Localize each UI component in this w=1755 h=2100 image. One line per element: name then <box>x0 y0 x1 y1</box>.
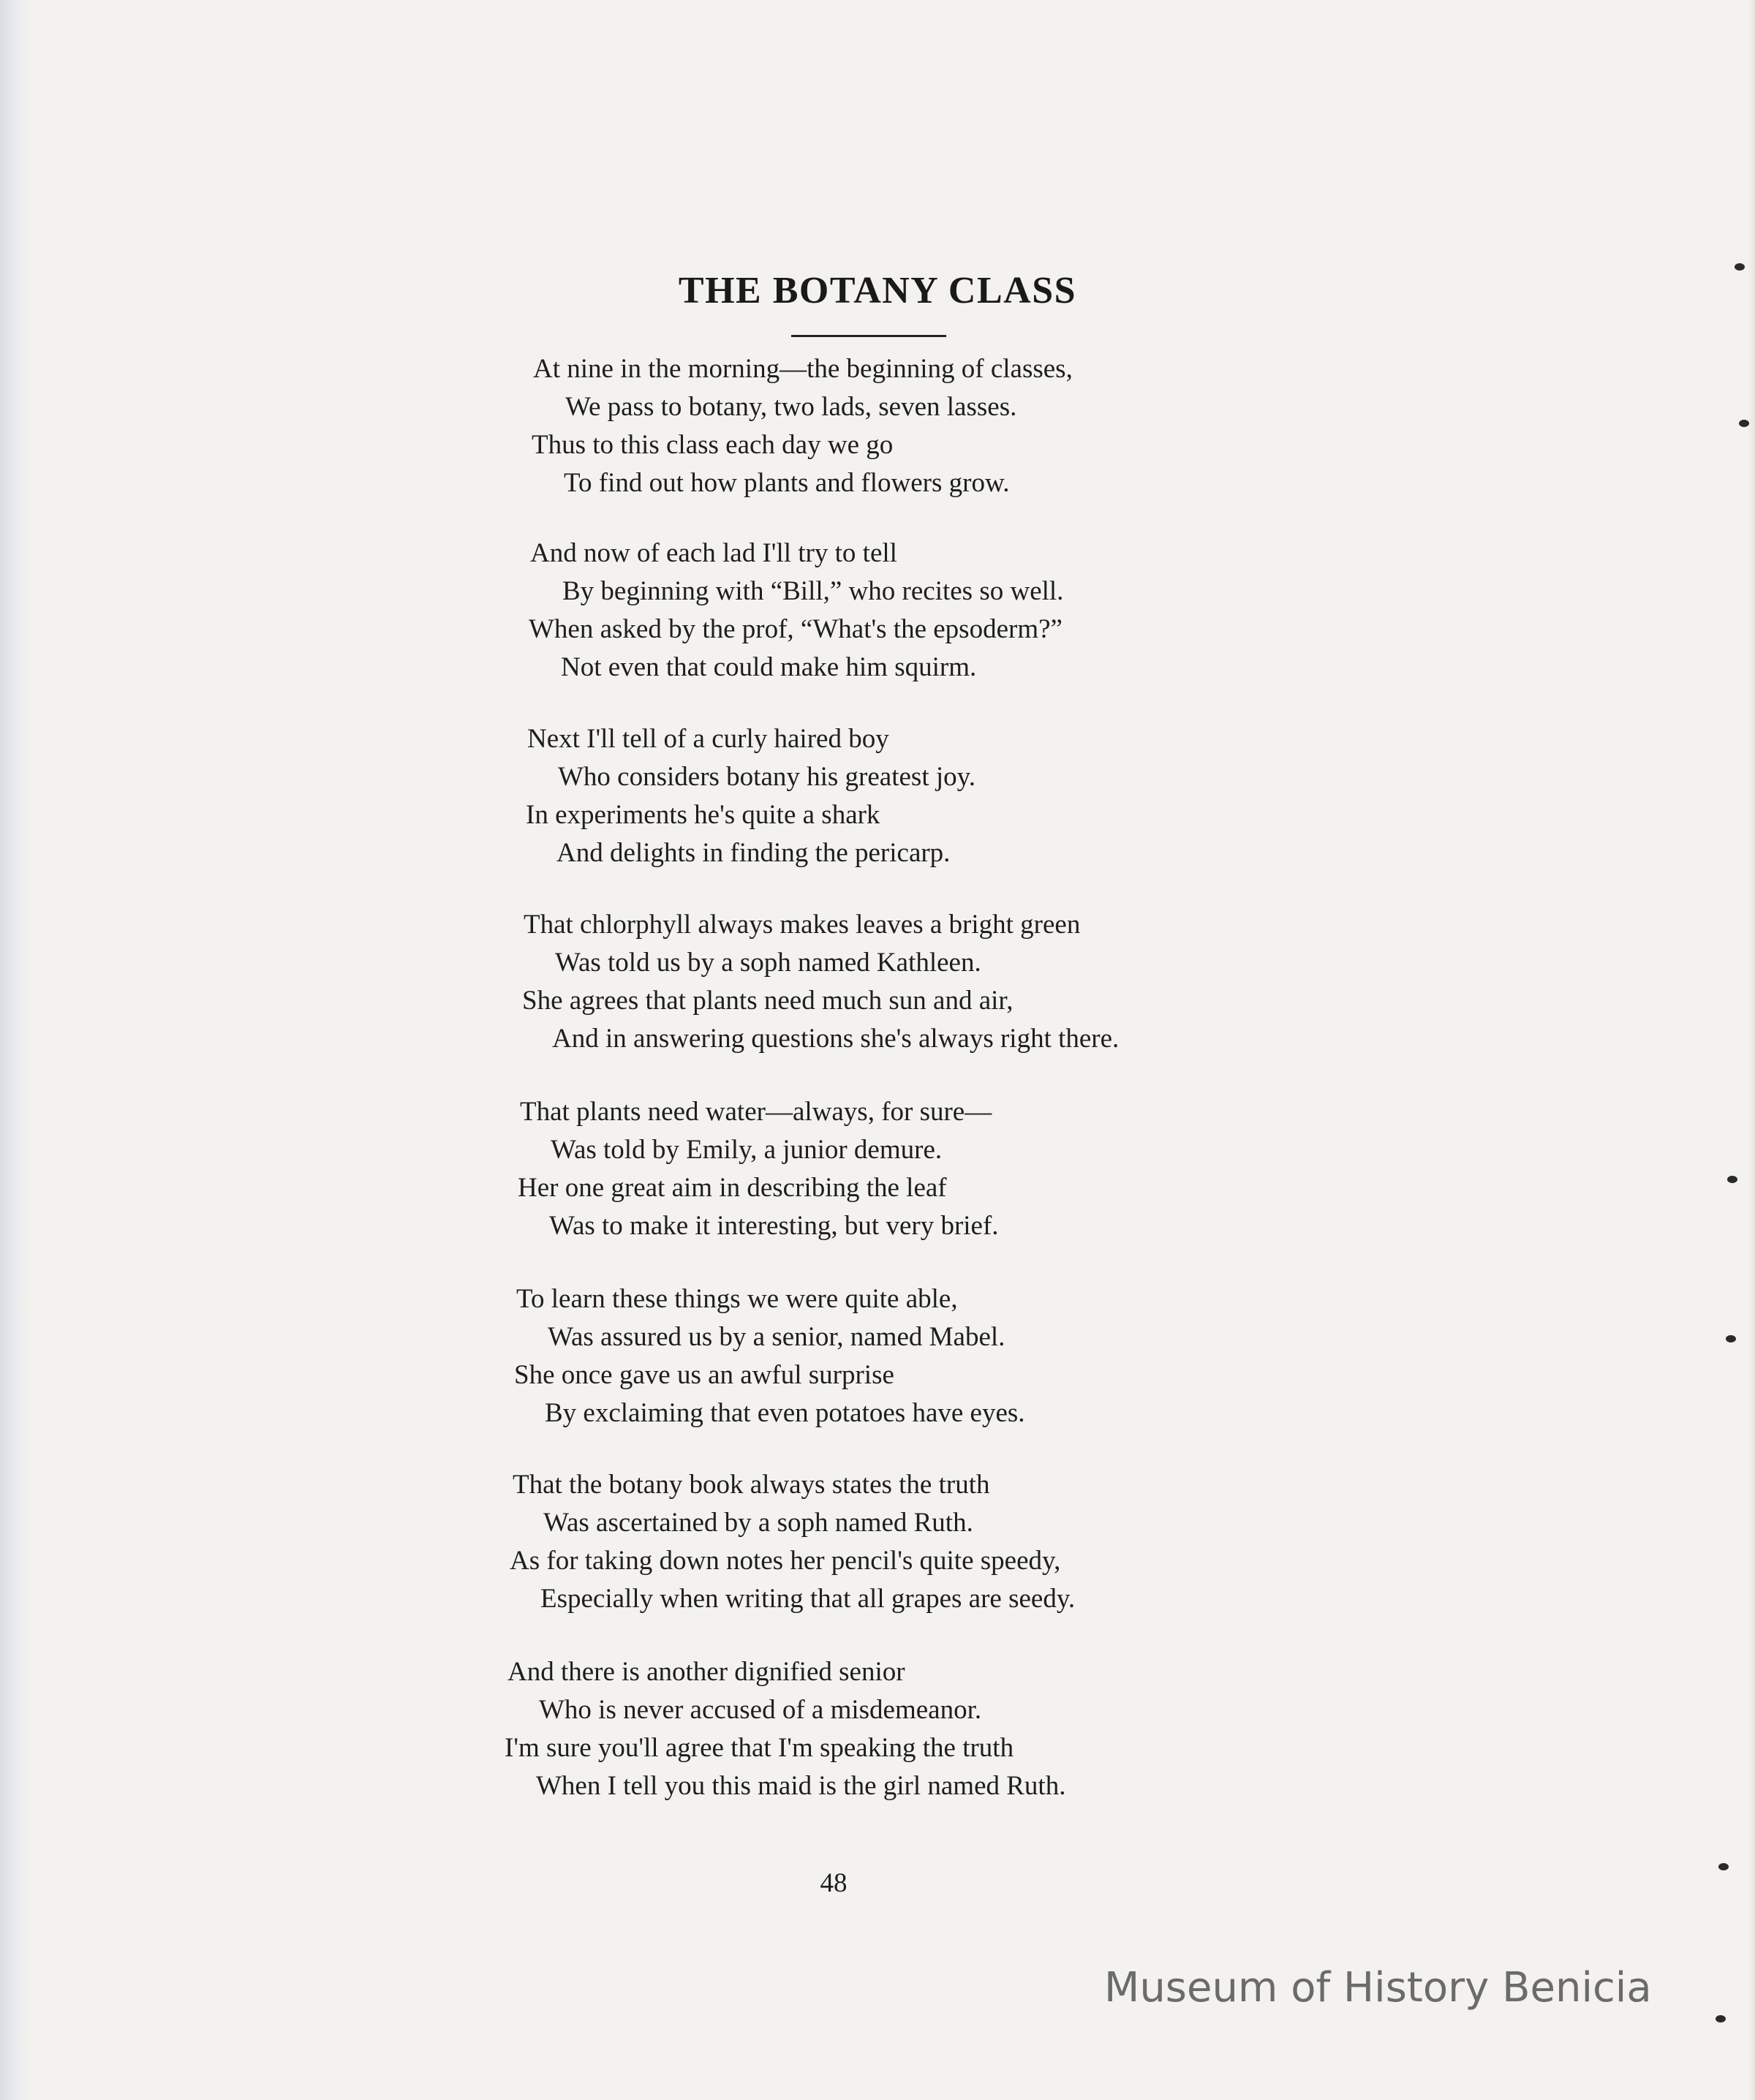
poem-line: Her one great aim in describing the leaf <box>518 1173 947 1203</box>
poem-line: That the botany book always states the truth <box>513 1470 990 1500</box>
poem-line: In experiments he's quite a shark <box>526 800 880 830</box>
poem-line: At nine in the morning—the beginning of classes, <box>533 354 1073 384</box>
poem-line: We pass to botany, two lads, seven lasses. <box>565 392 1017 422</box>
poem-line: When asked by the prof, “What's the epsoderm?” <box>529 614 1063 644</box>
poem-line: Who is never accused of a misdemeanor. <box>539 1695 982 1725</box>
poem-line: To find out how plants and flowers grow. <box>564 468 1010 498</box>
page-number: 48 <box>820 1868 848 1898</box>
poem-title: THE BOTANY CLASS <box>678 270 1077 311</box>
poem-line: Who considers botany his greatest joy. <box>558 762 975 792</box>
poem-line: By exclaiming that even potatoes have eyes. <box>545 1398 1025 1428</box>
poem-line: I'm sure you'll agree that I'm speaking the truth <box>505 1733 1014 1763</box>
poem-line: And in answering questions she's always right there. <box>552 1024 1120 1054</box>
poem-line: That chlorphyll always makes leaves a bright green <box>524 910 1081 940</box>
poem-line: And now of each lad I'll try to tell <box>530 538 897 568</box>
poem-line: When I tell you this maid is the girl named Ruth. <box>536 1771 1066 1801</box>
poem-line: She agrees that plants need much sun and air, <box>522 986 1014 1016</box>
poem-line: Not even that could make him squirm. <box>561 652 977 682</box>
poem-line: Was to make it interesting, but very brief. <box>549 1211 999 1241</box>
poem-line: Thus to this class each day we go <box>532 430 894 460</box>
poem-line: Was told us by a soph named Kathleen. <box>555 948 981 978</box>
poem-line: She once gave us an awful surprise <box>514 1360 894 1390</box>
poem-line: Next I'll tell of a curly haired boy <box>527 724 889 754</box>
poem-line: Was assured us by a senior, named Mabel. <box>548 1322 1005 1352</box>
poem-line: To learn these things we were quite able, <box>516 1284 958 1314</box>
poem-line: Was told by Emily, a junior demure. <box>551 1135 943 1165</box>
poem-line: And there is another dignified senior <box>507 1657 905 1687</box>
poem-line: As for taking down notes her pencil's quite speedy, <box>510 1546 1061 1576</box>
poem-line: That plants need water—always, for sure— <box>520 1097 992 1127</box>
poem-line: Was ascertained by a soph named Ruth. <box>543 1508 973 1538</box>
poem-line: And delights in finding the pericarp. <box>556 838 951 868</box>
poem-line: Especially when writing that all grapes are seedy. <box>540 1584 1076 1614</box>
museum-watermark: Museum of History Benicia <box>1104 1964 1652 2012</box>
poem-line: By beginning with “Bill,” who recites so well. <box>562 576 1064 606</box>
